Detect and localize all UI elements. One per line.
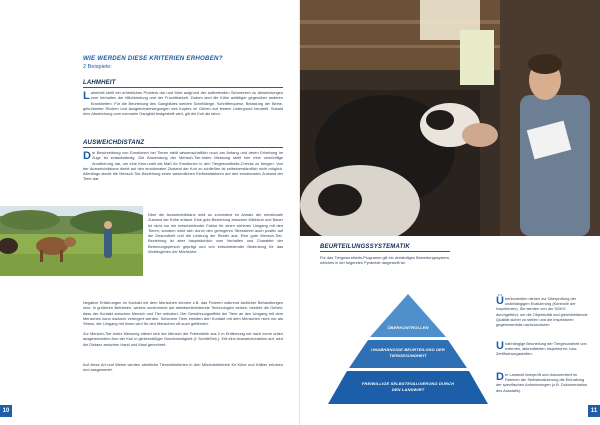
right-page	[300, 0, 600, 425]
ausweichdistanz-p5: Auf diese Art und Weise werden sämtliche Tierwohlkriterien in den Milchviehbetrieb für Kühe und Kälber erhoben und ausgewertet.	[83, 362, 283, 373]
page-heading: WIE WERDEN DIESE KRITERIEN ERHOBEN?	[83, 55, 223, 62]
page-number-left: 10	[0, 405, 12, 417]
ausweichdistanz-p2: Über die Ausweichdistanz wird so zumindest im Ansatz der emotionale Zustand der Kühe erfasst. Eine gute Beziehung zwischen Milchkuh und Bauer ist nicht nur ein entscheidender Faktor für einen sicheren Umgang mit den Tieren, sondern wirkt sich durch den geringeren Stresslevel auch positiv auf die Gesundheit und die Leistung der Rinder aus. Eine gute Mensch-Tier-Beziehung ist aber hauptsächlich vom Verhalten und Charakter der Betreuungsperson geprägt und von entscheidender Bedeutung für das Wohlergehen der Milchkühe.	[148, 212, 283, 255]
section-title-ausweichdistanz: AUSWEICHDISTANZ	[83, 140, 145, 146]
page-subheading: 2 Beispiele:	[83, 64, 112, 70]
ausweichdistanz-p3: Negative Erfahrungen im Kontakt mit dem Menschen können z.B. das Fixieren während ärztlicher Behandlungen sein. In größeren Betrieben, welche zunehmend auf arbeitserleichternde Technologien setzen, besteht die Gefahr, dass der Kontakt zwischen Mensch und Tier reduziert. Der Gewöhnungseffekt der Tiere an den Umgang mit dem Menschen kann dadurch verringert werden. Scheuere Tiere erleiden den Kontakt mit dem Menschen nicht nur als Stress, der Umgang mit ihnen wird für den Menschen oft auch gefährlich.	[83, 300, 283, 326]
ausweichdistanz-p3a	[148, 276, 283, 298]
bullet-unabhaengig	[496, 341, 588, 357]
section-rule	[320, 251, 450, 252]
pyramid-label-top: ÜBERKONTROLLEN	[387, 325, 429, 330]
ausweichdistanz-intro	[83, 150, 283, 208]
page-number-right: 11	[588, 405, 600, 417]
section-rule	[83, 87, 283, 88]
section-rule	[83, 147, 283, 148]
bullet-text: berkontrollen dienen zur Überprüfung der unabhängigen Evaluierung (Kontrolle der Inspektoren). Sie werden von der SGKG durchgeführt, um die Objektivität und gleichbleibende Qualität sicher zu stellen und die Inspektoren gegebenenfalls nachzuschulen.	[496, 296, 588, 328]
drop-cap: L	[83, 90, 90, 102]
ausweichdistanz-p1: ie Beschreibung von Emotionen bei Tieren stellt wissenschaftlich noch am Anfang und deren Erhebung im Zuge ist zeitaufwändig. Die Anwendung der Mensch-Tier-Index Messung stellt hier eine vernünftige Annäherung dar, um eine Kenn-zahl als Maß für Emotionen in den Tiergesundheits-Checks zu bringen. Von der Ausweichdistanz direkt auf den emotionalen Zustand der Kuh zu schließen ist selbstverständlich nicht möglich. Allerdings steckt die Mensch-Tier-Beziehung einen wesentlichen Einflussfaktoren auf den emotionalen Zustand der Tiere dar.	[83, 150, 283, 182]
barn-photo	[300, 0, 600, 236]
pyramid-label-middle: UNABHÄNGIGE BEURTEILUNG DER TIERGESUNDHEIT	[371, 347, 445, 358]
bullet-text: er Landwirt überprüft und dokumentiert im Rahmen der Selbstevaluierung die Einhaltung der spezifischen Anforderungen (z.B. Dokumentation des Ausstalls).	[496, 372, 588, 393]
section-title-beurteilung: BEURTEILUNGSSYSTEMATIK	[320, 244, 410, 250]
lahmheit-paragraph	[83, 90, 283, 116]
drop-cap: Ü	[496, 295, 504, 307]
drop-cap: D	[496, 371, 504, 383]
bullet-selbstevaluierung	[496, 372, 588, 393]
bullet-text: nabhängige Beurteilung der Tiergesundheit von externen, akkreditierten Inspektoren- bzw. Zertifizierungsstellen.	[496, 341, 587, 357]
assessment-pyramid	[328, 294, 488, 404]
cow-meadow-photo	[0, 206, 143, 276]
drop-cap: D	[83, 150, 91, 162]
drop-cap: U	[496, 340, 504, 352]
lahmheit-text: ahmheit stellt ein erhebliches Problem dar und führt aufgrund der auftretenden Schmerzen zu Abweichungen vom Verhalten der Milchleistung und der Fruchtbarkeit. Zudem sind die Kühe anfälliger gegenüber anderen Krankheiten. Für die Beurteilung des Gangbildes werden Schrittlänge, Schrittfrequenz, Belastung der Beine, gekrümmter Rücken und Ausgleichsbewegungen des Kopfes im Gehen auf festem Untergrund beurteilt. Sobald eine Abweichung vom normalen Gangbild festgestellt wird, gilt die Kuh als lahm.	[83, 90, 283, 117]
section-title-lahmheit: LAHMHEIT	[83, 80, 116, 86]
ausweichdistanz-p4: Zur Mensch-Tier-Index Messung nähert sich der Mensch der Futterstelle aus 2 m Entfernung mit nach vorne unten ausgestrecktem Arm der Kuh in gleichmäßiger Geschwindigkeit (1 Schritt/Sek.). Ertl eine Ausweichreaktion auf, wird die Distanz zwischen Hand und Maul gerechnet.	[83, 331, 283, 347]
beurteilung-intro: Für das Tiergesundheits-Programm gilt ein dreistufiges Bewertungssystem, welches in der folgenden Pyramide dargestellt ist:	[320, 255, 450, 266]
pyramid-label-bottom: FREIWILLIGE SELBSTEVALUIERUNG DURCH DEN LANDWIRT	[361, 381, 455, 392]
bullet-ueberkontrollen	[496, 296, 588, 327]
pyramid-level-top	[370, 294, 446, 337]
